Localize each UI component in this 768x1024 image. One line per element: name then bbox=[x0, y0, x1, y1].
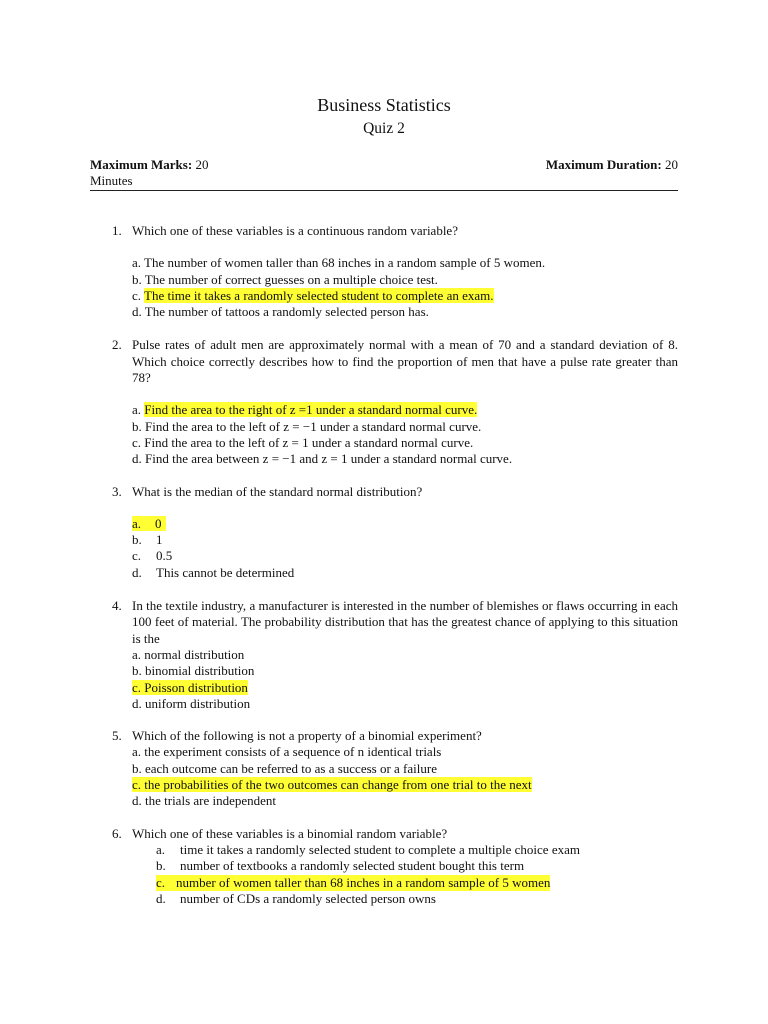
option-b: b. Find the area to the left of z = −1 under a standard normal curve. bbox=[132, 418, 482, 434]
option-c bbox=[132, 288, 678, 304]
question-1 bbox=[90, 223, 678, 320]
question-text: In the textile industry, a manufacturer is interested in the number of blemishes or flaws occurring in each 100 feet of material. The probability distribution that has the greatest chance of applying to this situation is the bbox=[132, 598, 678, 646]
document-title: Business Statistics bbox=[317, 95, 451, 115]
quiz-document bbox=[90, 0, 678, 907]
highlighted-answer bbox=[132, 516, 166, 531]
question-number: 6. bbox=[112, 825, 122, 841]
highlighted-answer: The time it takes a randomly selected student to complete an exam. bbox=[144, 287, 494, 303]
highlighted-answer: c. the probabilities of the two outcomes can change from one trial to the next bbox=[132, 777, 532, 793]
option-list bbox=[132, 402, 678, 467]
marks-row bbox=[90, 157, 678, 173]
question-5 bbox=[90, 728, 678, 809]
question-number: 4. bbox=[112, 598, 122, 614]
option-list bbox=[132, 744, 678, 809]
option-a bbox=[132, 516, 678, 532]
option-label: c. bbox=[132, 548, 142, 564]
question-3 bbox=[90, 484, 678, 581]
option-a bbox=[156, 842, 678, 858]
document-subtitle: Quiz 2 bbox=[363, 120, 405, 137]
option-d: d. Find the area between z = −1 and z = 1 under a standard normal curve. bbox=[132, 451, 513, 467]
highlighted-answer: Find the area to the right of z =1 under a standard normal curve. bbox=[144, 402, 478, 418]
option-text: time it takes a randomly selected student to complete a multiple choice exam bbox=[180, 841, 580, 857]
option-text: 0.5 bbox=[156, 548, 173, 564]
highlighted-answer: c. Poisson distribution bbox=[132, 679, 248, 695]
option-c bbox=[132, 548, 678, 564]
option-list bbox=[156, 842, 678, 907]
highlighted-answer bbox=[156, 875, 550, 891]
option-c bbox=[132, 777, 678, 793]
option-text: 0 bbox=[155, 515, 162, 531]
duration-unit: Minutes bbox=[90, 173, 133, 188]
option-text: number of women taller than 68 inches in a random sample of 5 women bbox=[176, 874, 551, 890]
question-text: Which one of these variables is a continuous random variable? bbox=[132, 223, 458, 238]
question-6 bbox=[90, 826, 678, 907]
option-d: d. The number of tattoos a randomly selected person has. bbox=[132, 304, 429, 320]
option-label: a. bbox=[156, 841, 166, 857]
option-b: b. The number of correct guesses on a multiple choice test. bbox=[132, 271, 438, 287]
option-prefix: a. bbox=[132, 402, 145, 418]
option-d: d. uniform distribution bbox=[132, 695, 251, 711]
question-text: What is the median of the standard normal distribution? bbox=[132, 483, 423, 499]
max-marks-label: Maximum Marks: bbox=[90, 157, 193, 172]
option-a: a. The number of women taller than 68 inches in a random sample of 5 women. bbox=[132, 255, 546, 271]
option-text: number of textbooks a randomly selected student bought this term bbox=[180, 858, 525, 874]
option-list bbox=[132, 255, 678, 320]
question-text: Which one of these variables is a binomial random variable? bbox=[132, 825, 448, 841]
option-text: This cannot be determined bbox=[156, 564, 295, 580]
option-d: d. the trials are independent bbox=[132, 793, 277, 809]
option-b bbox=[156, 858, 678, 874]
option-b: b. each outcome can be referred to as a success or a failure bbox=[132, 760, 437, 776]
max-duration-value: 20 bbox=[661, 157, 678, 172]
option-label: a. bbox=[132, 515, 142, 531]
max-marks bbox=[90, 157, 208, 173]
max-marks-value: 20 bbox=[192, 157, 209, 172]
question-text: Pulse rates of adult men are approximately normal with a mean of 70 and a standard deviation of 8. Which choice correctly describes how to find the proportion of men that have a pulse rate greater than 78? bbox=[132, 337, 678, 386]
option-prefix: c. bbox=[132, 287, 145, 303]
question-number: 3. bbox=[112, 483, 122, 499]
option-d bbox=[132, 565, 678, 581]
option-b: b. binomial distribution bbox=[132, 663, 255, 679]
option-a bbox=[132, 402, 678, 418]
option-label: b. bbox=[132, 532, 142, 548]
question-number: 5. bbox=[112, 728, 122, 744]
max-duration-label: Maximum Duration: bbox=[545, 157, 662, 172]
question-text: Which of the following is not a property of a binomial experiment? bbox=[132, 728, 482, 744]
option-b bbox=[132, 532, 678, 548]
option-text: 1 bbox=[156, 532, 163, 548]
option-list bbox=[132, 647, 678, 712]
option-text: number of CDs a randomly selected person owns bbox=[180, 890, 436, 906]
option-a: a. the experiment consists of a sequence of n identical trials bbox=[132, 744, 442, 760]
question-4 bbox=[90, 598, 678, 712]
option-label: c. bbox=[156, 874, 166, 890]
option-list bbox=[132, 516, 678, 581]
option-label: b. bbox=[156, 858, 166, 874]
max-duration bbox=[546, 157, 678, 173]
option-a: a. normal distribution bbox=[132, 646, 245, 662]
header-divider bbox=[90, 190, 678, 191]
option-label: d. bbox=[156, 890, 166, 906]
option-label: d. bbox=[132, 564, 142, 580]
question-number: 2. bbox=[112, 337, 122, 353]
option-c bbox=[156, 875, 678, 891]
option-d bbox=[156, 891, 678, 907]
question-number: 1. bbox=[112, 223, 122, 238]
option-c bbox=[132, 680, 678, 696]
option-c: c. Find the area to the left of z = 1 under a standard normal curve. bbox=[132, 434, 474, 450]
question-2 bbox=[90, 337, 678, 467]
